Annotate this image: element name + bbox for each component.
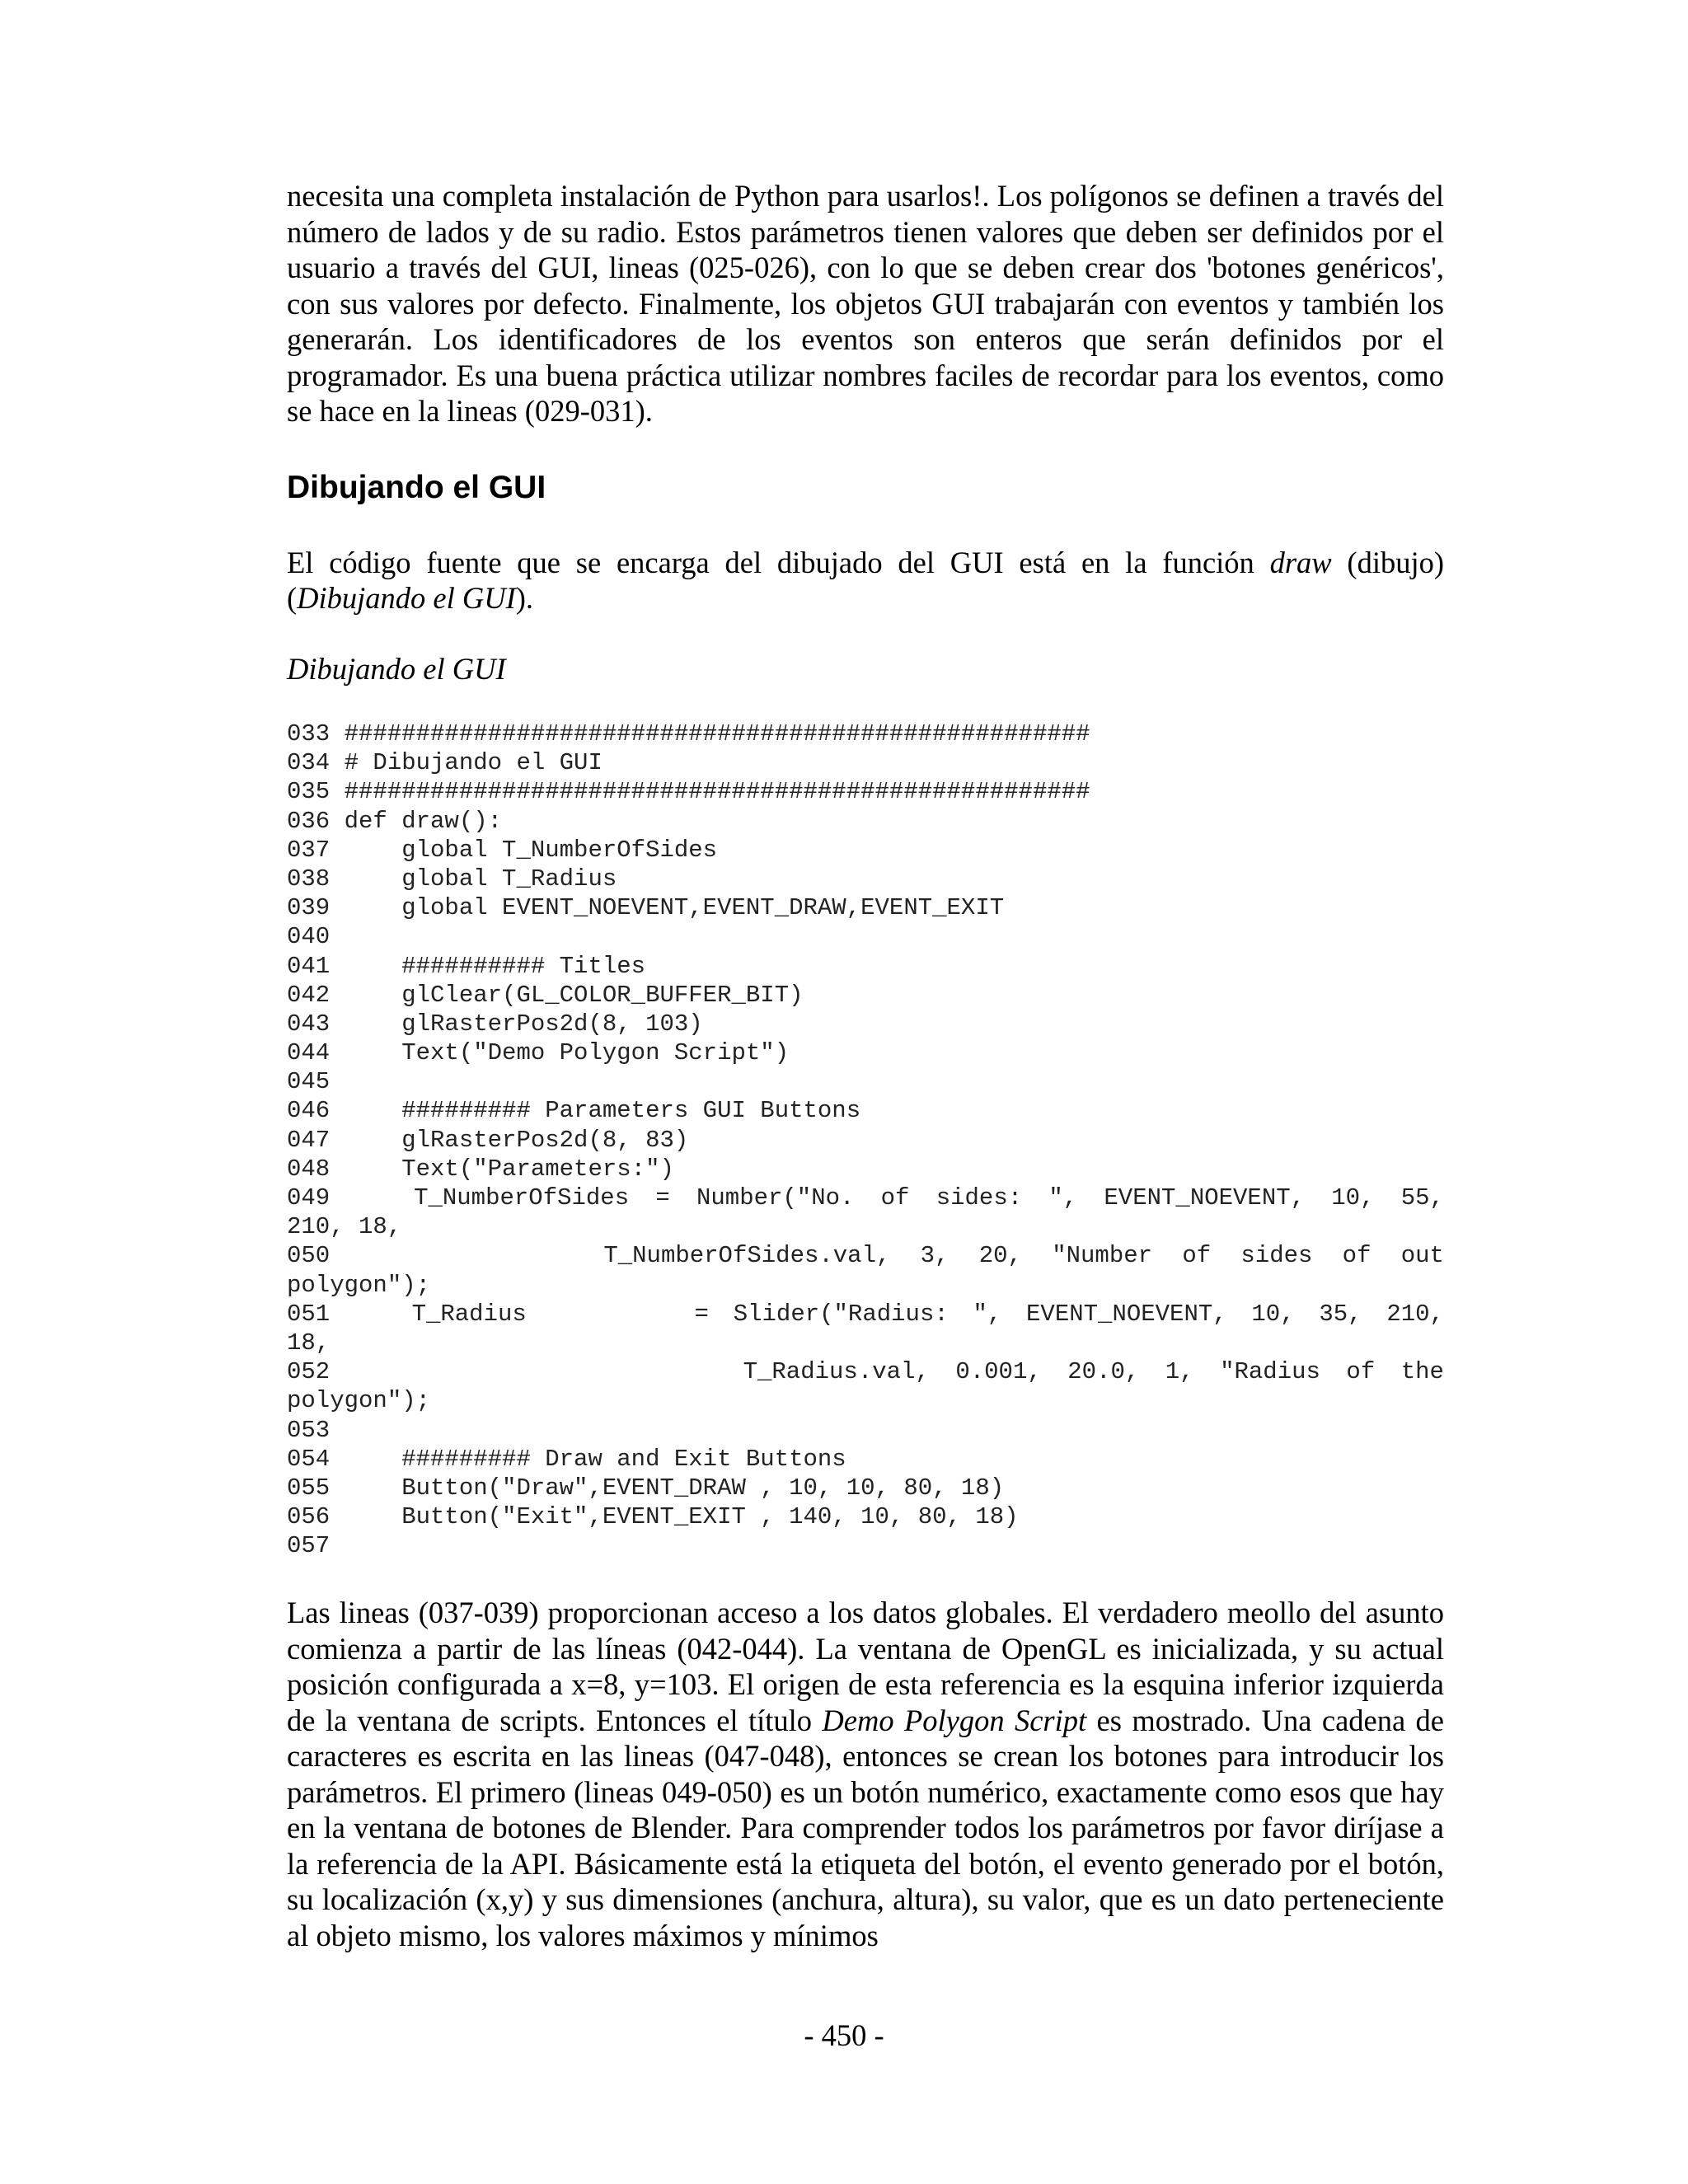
section-heading: Dibujando el GUI xyxy=(287,469,546,505)
code-token: 1, xyxy=(1165,1358,1194,1386)
code-token: of xyxy=(880,1184,910,1212)
code-token: EVENT_NOEVENT, xyxy=(1026,1300,1227,1328)
code-line: 033 #################################################### xyxy=(287,720,1090,748)
code-token: 35, xyxy=(1319,1300,1362,1328)
code-token: sides xyxy=(1240,1242,1313,1270)
document-page xyxy=(287,178,1444,1953)
code-line-continuation: polygon"); xyxy=(287,1387,431,1415)
page-number: - 450 - xyxy=(804,2018,884,2052)
code-token: sides: xyxy=(935,1184,1023,1212)
code-line-continuation: polygon"); xyxy=(287,1271,431,1299)
code-token: 049 xyxy=(287,1184,331,1212)
code-line-justified xyxy=(287,1357,1444,1386)
code-token: ", xyxy=(973,1300,1002,1328)
code-token: of xyxy=(1182,1242,1212,1270)
draw-paragraph-text-2: (dibujo) ( xyxy=(287,545,1445,615)
code-listing xyxy=(287,719,1444,1560)
code-token: T_NumberOfSides.val, xyxy=(359,1242,891,1270)
explanation-text-2: es mostrado. Una cadena de caracteres es escrita en las lineas (047-048), entonces se crean los botones para introducir los parámetros. El primero (lineas 049-050) es un botón numérico, exactamente como esos que hay en la ventana de botones de Blender. Para comprender todos los parámetros por favor diríjase a la referencia de la API. Básicamente está la etiqueta del botón, el evento generado por el botón, su localización (x,y) y sus dimensiones (anchura, altura), su valor, que es un dato perteneciente al objeto mismo, los valores máximos y mínimos xyxy=(287,1703,1445,1952)
code-token: 050 xyxy=(287,1242,331,1270)
code-token: T_Radius xyxy=(354,1300,527,1328)
code-line: 047 glRasterPos2d(8, 83) xyxy=(287,1126,689,1154)
code-token: = xyxy=(655,1184,670,1212)
code-line: 043 glRasterPos2d(8, 103) xyxy=(287,1010,703,1038)
code-line-justified xyxy=(287,1300,1444,1329)
code-token: Number("No. xyxy=(696,1184,855,1212)
code-token: 55, xyxy=(1400,1184,1444,1212)
code-token: "Number xyxy=(1052,1242,1153,1270)
intro-paragraph: necesita una completa instalación de Python para usarlos!. Los polígonos se definen a través del número de lados y de su radio. Estos parámetros tienen valores que deben ser definidos por el usuario a través del GUI, lineas (025-026), con lo que se deben crear dos 'botones genéricos', con sus valores por defecto. Finalmente, los objetos GUI trabajarán con eventos y también los generarán. Los identificadores de los eventos son enteros que serán definidos por el programador. Es una buena práctica utilizar nombres faciles de recordar para los eventos, como se hace en la lineas (029-031). xyxy=(287,179,1444,428)
code-line: 035 #################################################### xyxy=(287,778,1090,806)
draw-function-paragraph xyxy=(287,545,1444,616)
code-line: 053 xyxy=(287,1416,331,1444)
code-line: 045 xyxy=(287,1068,331,1096)
code-line-continuation: 210, 18, xyxy=(287,1213,402,1241)
code-line: 037 global T_NumberOfSides xyxy=(287,836,718,864)
code-token: 20.0, xyxy=(1067,1358,1140,1386)
listing-caption: Dibujando el GUI xyxy=(287,651,506,686)
code-token: of xyxy=(1342,1242,1372,1270)
code-line: 054 ######### Draw and Exit Buttons xyxy=(287,1445,846,1473)
code-line-continuation: 18, xyxy=(287,1329,331,1357)
code-token: 10, xyxy=(1331,1184,1375,1212)
code-line: 039 global EVENT_NOEVENT,EVENT_DRAW,EVENT_EXIT xyxy=(287,894,1005,922)
code-token: "Radius xyxy=(1220,1358,1320,1386)
code-token: out xyxy=(1400,1242,1444,1270)
code-token: 0.001, xyxy=(955,1358,1042,1386)
code-line: 034 # Dibujando el GUI xyxy=(287,749,603,777)
code-line: 056 Button("Exit",EVENT_EXIT , 140, 10, 80, 18) xyxy=(287,1503,1019,1531)
explanation-paragraph xyxy=(287,1595,1444,1953)
code-token: 3, xyxy=(920,1242,950,1270)
code-line: 041 ########## Titles xyxy=(287,952,646,980)
code-line: 057 xyxy=(287,1532,331,1560)
demo-script-title: Demo Polygon Script xyxy=(822,1703,1087,1737)
code-line-justified xyxy=(287,1241,1444,1270)
code-line: 046 ######### Parameters GUI Buttons xyxy=(287,1097,861,1125)
draw-paragraph-text-3: ). xyxy=(515,581,534,615)
code-line-justified xyxy=(287,1183,1444,1212)
code-token: Slider("Radius: xyxy=(733,1300,949,1328)
code-token: EVENT_NOEVENT, xyxy=(1104,1184,1306,1212)
code-token: = xyxy=(551,1300,709,1328)
code-token: 210, xyxy=(1386,1300,1444,1328)
explanation-text-1: Las lineas (037-039) proporcionan acceso a los datos globales. El verdadero meollo del asunto comienza a partir de las líneas (042-044). La ventana de OpenGL es inicializada, y su actual posición configurada a x=8, y=103. El origen de esta referencia es la esquina inferior izquierda de la ventana de scripts. Entonces el título xyxy=(287,1596,1444,1737)
code-line: 040 xyxy=(287,923,331,951)
code-line: 055 Button("Draw",EVENT_DRAW , 10, 10, 80, 18) xyxy=(287,1474,1005,1502)
code-line: 038 global T_Radius xyxy=(287,865,617,893)
code-token: T_NumberOfSides xyxy=(356,1184,630,1212)
listing-reference: Dibujando el GUI xyxy=(297,581,516,615)
draw-paragraph-text-1: El código fuente que se encarga del dibujado del GUI está en la función xyxy=(287,545,1270,579)
code-token: of xyxy=(1346,1358,1376,1386)
code-token: ", xyxy=(1048,1184,1078,1212)
code-token: T_Radius.val, xyxy=(355,1358,930,1386)
code-line: 036 def draw(): xyxy=(287,807,503,835)
code-line: 042 glClear(GL_COLOR_BUFFER_BIT) xyxy=(287,981,804,1009)
code-token: 051 xyxy=(287,1300,331,1328)
code-token: the xyxy=(1400,1358,1444,1386)
code-token: 10, xyxy=(1251,1300,1295,1328)
code-token: 052 xyxy=(287,1358,331,1386)
code-token: 20, xyxy=(978,1242,1022,1270)
code-line: 048 Text("Parameters:") xyxy=(287,1155,674,1183)
code-line: 044 Text("Demo Polygon Script") xyxy=(287,1039,790,1067)
draw-function-name: draw xyxy=(1269,545,1332,579)
